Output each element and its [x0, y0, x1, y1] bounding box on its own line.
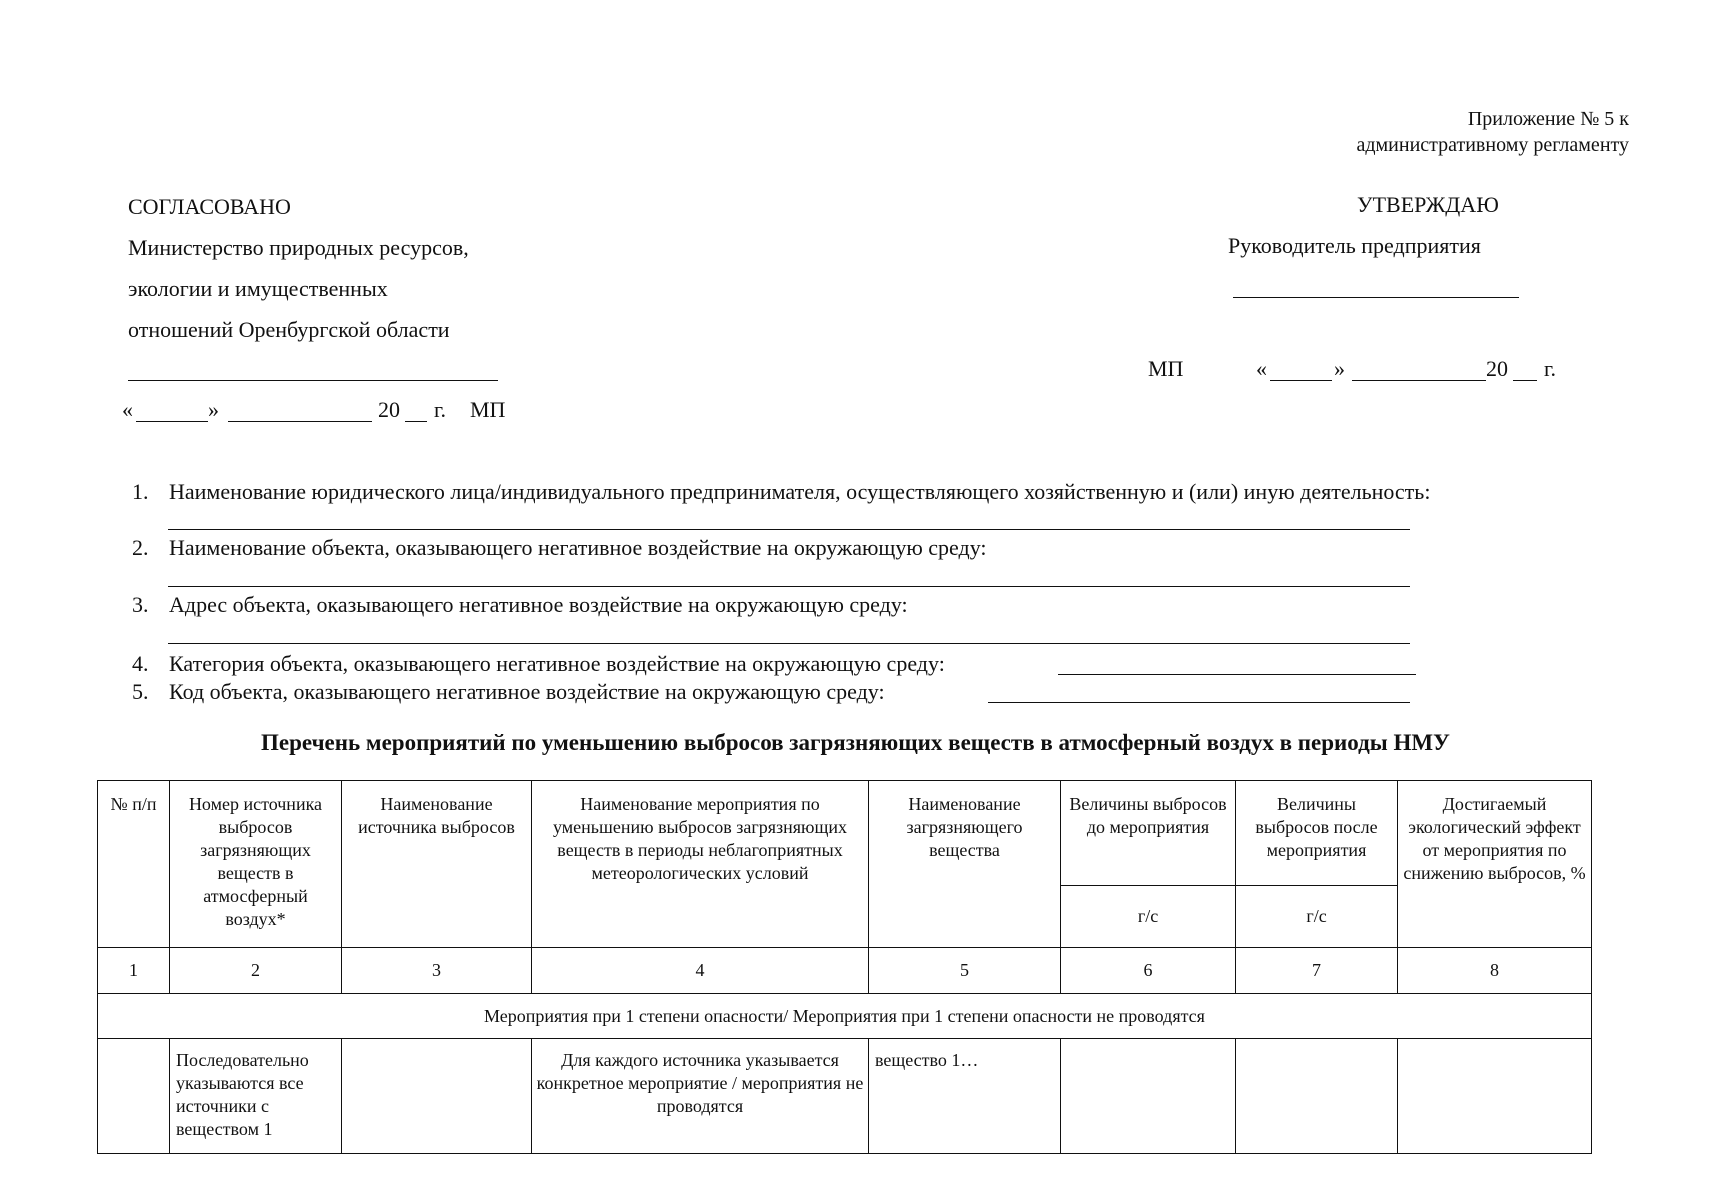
list-item-fill-line [168, 529, 1410, 530]
approve-signature-line [1233, 297, 1519, 298]
header-cell-before: Величины выбросов до мероприятия [1061, 781, 1236, 886]
agreed-org-line-2: экологии и имущественных [128, 276, 388, 301]
approve-date-close: » [1334, 356, 1345, 381]
appendix-line-1: Приложение № 5 к [1467, 108, 1629, 130]
list-item-number: 1. [132, 479, 149, 504]
header-cell-after: Величины выбросов после мероприятия [1236, 781, 1398, 886]
header-cell-substance: Наименование загрязняющего вещества [869, 781, 1061, 948]
header-cell-measure-name: Наименование мероприятия по уменьшению выбросов загрязняющих веществ в периоды неблагоприятных метеорологических условий [532, 781, 869, 948]
agreed-day-line [136, 421, 208, 422]
column-number-cell: 5 [869, 948, 1061, 994]
list-item-text: Категория объекта, оказывающего негативное воздействие на окружающую среду: [169, 651, 945, 676]
approve-role: Руководитель предприятия [1228, 233, 1481, 258]
list-item-text: Наименование юридического лица/индивидуального предпринимателя, осуществляющего хозяйственную и (или) иную деятельность: [169, 479, 1431, 504]
header-cell-source-name: Наименование источника выбросов [342, 781, 532, 948]
unit-cell-after: г/с [1236, 886, 1398, 948]
header-cell-source-number: Номер источника выбросов загрязняющих веществ в атмосферный воздух* [170, 781, 342, 948]
list-item-fill-line [988, 702, 1410, 703]
column-number-cell: 3 [342, 948, 532, 994]
data-cell-source-name [342, 1039, 532, 1154]
data-cell-source: Последовательно указываются все источники с веществом 1 [170, 1039, 342, 1154]
list-item-number: 4. [132, 651, 149, 676]
data-cell-number [98, 1039, 170, 1154]
list-item-fill-line [168, 586, 1410, 587]
table-column-numbers-row [98, 948, 1592, 994]
section-heading-cell: Мероприятия при 1 степени опасности/ Мероприятия при 1 степени опасности не проводятся [98, 994, 1592, 1039]
list-item-number: 2. [132, 535, 149, 560]
approve-year-line [1513, 380, 1537, 381]
approve-year-suffix: г. [1544, 356, 1557, 381]
approve-stamp: МП [1148, 356, 1184, 381]
approve-month-line [1352, 380, 1486, 381]
agreed-year-suffix: г. [434, 397, 447, 422]
data-cell-substance: вещество 1… [869, 1039, 1061, 1154]
list-item-fill-line [1058, 674, 1416, 675]
table-header-row [98, 781, 1592, 886]
list-item [132, 679, 149, 705]
approve-date-open: « [1256, 356, 1267, 381]
header-cell-number: № п/п [98, 781, 170, 948]
data-cell-after [1236, 1039, 1398, 1154]
list-item [132, 479, 149, 505]
agreed-year: 20 [378, 397, 400, 422]
agreed-date-open: « [122, 397, 133, 422]
column-number-cell: 1 [98, 948, 170, 994]
header-cell-effect: Достигаемый экологический эффект от мероприятия по снижению выбросов, % [1398, 781, 1592, 948]
column-number-cell: 2 [170, 948, 342, 994]
table-title: Перечень мероприятий по уменьшению выбросов загрязняющих веществ в атмосферный воздух в периоды НМУ [261, 730, 1450, 755]
appendix-note [1356, 106, 1629, 158]
agreed-heading: СОГЛАСОВАНО [128, 194, 291, 219]
unit-cell-before: г/с [1061, 886, 1236, 948]
agreed-stamp: МП [470, 397, 506, 422]
list-item-text: Адрес объекта, оказывающего негативное воздействие на окружающую среду: [169, 592, 908, 617]
approve-day-line [1270, 380, 1332, 381]
list-item [132, 592, 149, 618]
column-number-cell: 4 [532, 948, 869, 994]
agreed-year-line [405, 421, 427, 422]
agreed-signature-line [128, 380, 498, 381]
column-number-cell: 8 [1398, 948, 1592, 994]
table-section-row [98, 994, 1592, 1039]
column-number-cell: 6 [1061, 948, 1236, 994]
list-item-number: 5. [132, 679, 149, 704]
data-cell-effect [1398, 1039, 1592, 1154]
list-item-fill-line [168, 643, 1410, 644]
agreed-month-line [228, 421, 372, 422]
measures-table [97, 780, 1592, 1154]
list-item-text: Код объекта, оказывающего негативное воздействие на окружающую среду: [169, 679, 885, 704]
appendix-line-2: административному регламенту [1356, 134, 1629, 156]
list-item-number: 3. [132, 592, 149, 617]
data-cell-measure: Для каждого источника указывается конкретное мероприятие / мероприятия не проводятся [532, 1039, 869, 1154]
approve-year: 20 [1486, 356, 1508, 381]
column-number-cell: 7 [1236, 948, 1398, 994]
agreed-date-close: » [208, 397, 219, 422]
approve-heading: УТВЕРЖДАЮ [1357, 192, 1499, 217]
agreed-org-line-1: Министерство природных ресурсов, [128, 235, 469, 260]
list-item [132, 535, 149, 561]
agreed-org-line-3: отношений Оренбургской области [128, 317, 450, 342]
table-row [98, 1039, 1592, 1154]
list-item [132, 651, 149, 677]
list-item-text: Наименование объекта, оказывающего негативное воздействие на окружающую среду: [169, 535, 987, 560]
data-cell-before [1061, 1039, 1236, 1154]
